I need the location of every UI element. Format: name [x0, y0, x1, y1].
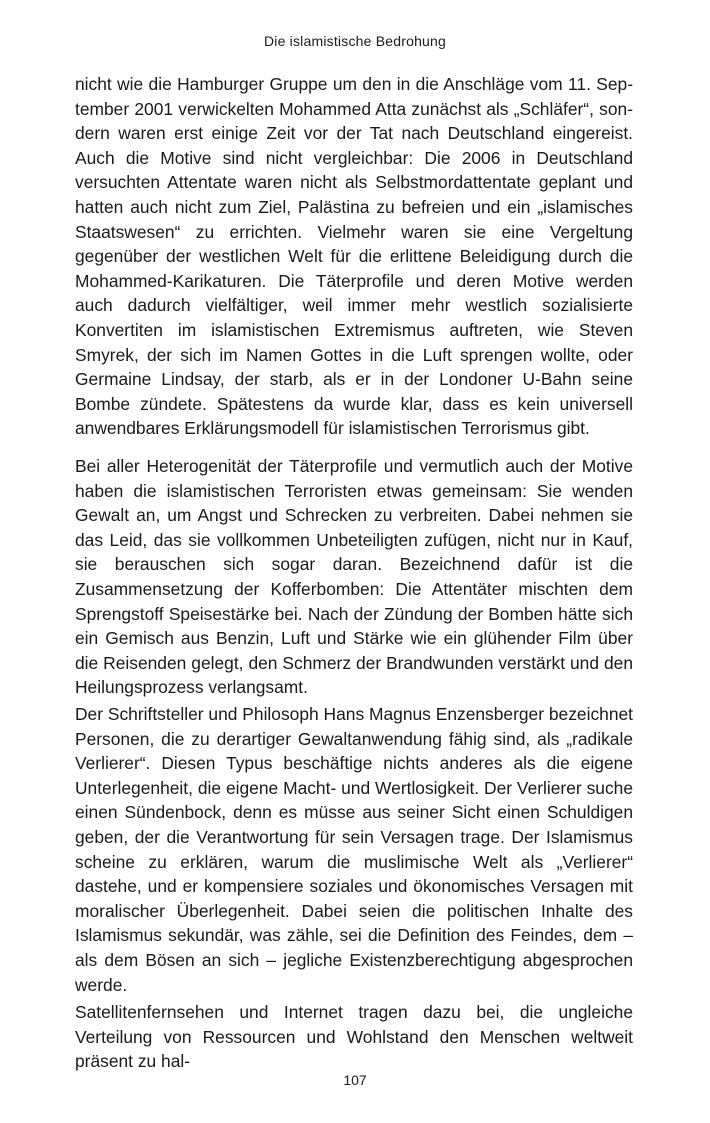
running-header-title: Die islamistische Bedrohung [263, 33, 447, 49]
body-paragraph-3: Der Schriftsteller und Philosoph Hans Magnus Enzensberger bezeichnet Personen, die zu derartiger Gewaltanwendung fähig sind, als „radikale Verlierer“. Diesen Typus beschäftige nichts anderes als die eigene Unterlegenheit, die eigene Macht- und Wertlosigkeit. Der Verlierer suche einen Sündenbock, denn es müsse aus seiner Sicht einen Schuldigen geben, der die Verantwortung für sein Versagen trage. Der Islamismus scheine zu erklären, warum die muslimische Welt als „Verlierer“ dastehe, und er kompensiere soziales und ökonomisches Versagen mit moralischer Überlegenheit. Dabei seien die politischen Inhalte des Islamismus sekundär, was zähle, sei die Definition des Feindes, dem – als dem Bösen an sich – jegliche Existenzberechtigung abgesprochen werde. [75, 704, 633, 995]
body-paragraph-4: Satellitenfernsehen und Internet tragen dazu bei, die ungleiche Verteilung von Ressourcen und Wohlstand den Menschen weltweit präsent zu hal- [75, 1002, 633, 1072]
body-paragraph-2: Bei aller Heterogenität der Täterprofile und vermutlich auch der Motive haben die islamistischen Terroristen etwas gemeinsam: Sie wenden Gewalt an, um Angst und Schrecken zu verbreiten. Dabei nehmen sie das Leid, das sie vollkommen Unbeteiligten zufügen, nicht nur in Kauf, sie berauschen sich sogar daran. Bezeichnend dafür ist die Zusammensetzung der Kofferbomben: Die Attentäter mischten dem Sprengstoff Speisestärke bei. Nach der Zündung der Bomben hätte sich ein Gemisch aus Benzin, Luft und Stärke wie ein glühender Film über die Reisenden gelegt, den Schmerz der Brandwunden verstärkt und den Heilungsprozess verlangsamt. [75, 456, 633, 698]
page-number: 107 [343, 1072, 367, 1088]
body-paragraph-1: nicht wie die Hamburger Gruppe um den in die Anschläge vom 11. September 2001 verwickelten Mohammed Atta zunächst als „Schläfer“, sondern waren erst einige Zeit vor der Tat nach Deutschland eingereist. Auch die Motive sind nicht vergleichbar: Die 2006 in Deutschland versuchten Attentate waren nicht als Selbstmordattentate geplant und hatten auch nicht zum Ziel, Palästina zu befreien und ein „islamisches Staatswesen“ zu errichten. Vielmehr waren sie eine Vergeltung gegenüber der westlichen Welt für die erlittene Beleidigung durch die Mohammed-Karikaturen. Die Täterprofile und deren Motive werden auch dadurch vielfältiger, weil immer mehr westlich sozialisierte Konvertiten im islamistischen Extremismus auftreten, wie Steven Smyrek, der sich im Namen Gottes in die Luft sprengen wollte, oder Germaine Lindsay, der starb, als er in der Londoner U-Bahn seine Bombe zündete. Spätestens da wurde klar, dass es kein universell anwendbares Erklärungsmodell für islamistischen Terrorismus gibt. [75, 74, 633, 439]
